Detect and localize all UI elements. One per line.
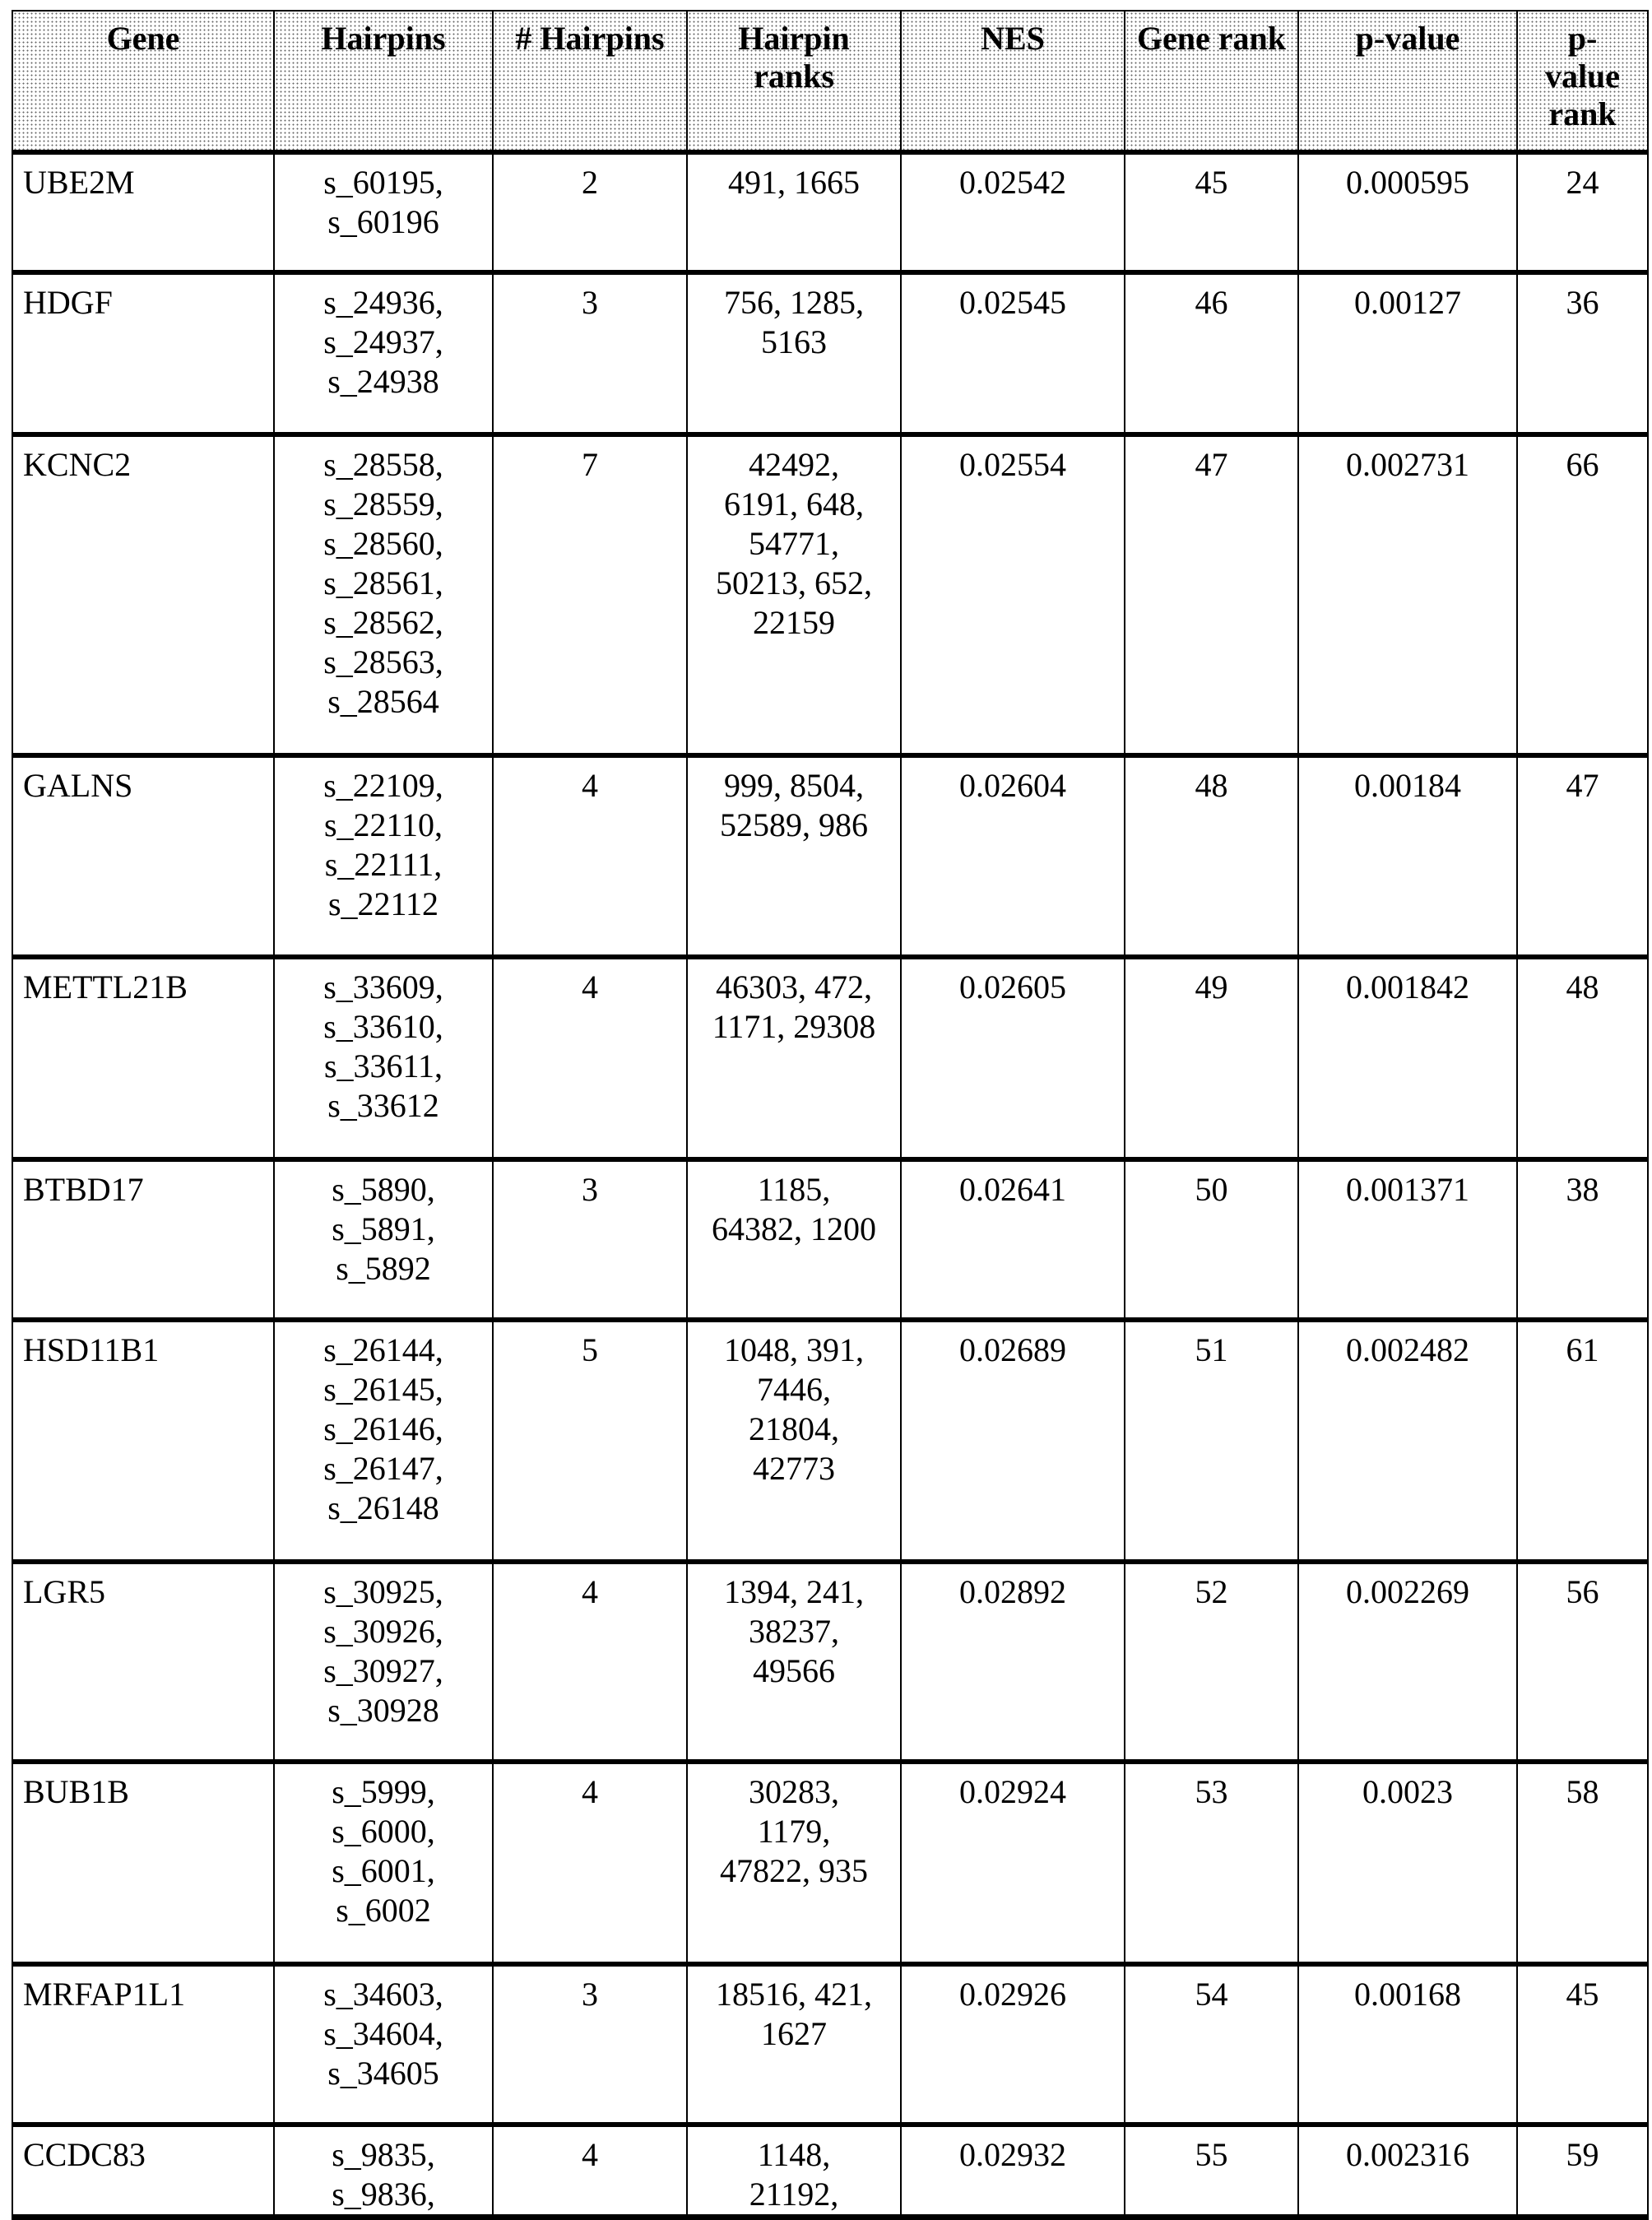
gene-rank-cell: 51 <box>1125 1320 1298 1562</box>
hairpin-ranks-cell-line: 1185, <box>694 1170 893 1210</box>
hairpin-ranks-cell <box>687 957 901 1159</box>
hairpins-cell-line: s_28563, <box>281 643 485 682</box>
hairpins-cell-line: s_5892 <box>281 1249 485 1289</box>
p-value-cell: 0.002316 <box>1298 2125 1517 2218</box>
hairpins-cell-line: s_60196 <box>281 202 485 242</box>
hairpin-count-cell: 3 <box>493 1964 687 2125</box>
p-value-cell: 0.001371 <box>1298 1159 1517 1320</box>
p-value-rank-cell: 24 <box>1517 152 1648 272</box>
gene-cell: CCDC83 <box>12 2125 274 2218</box>
hairpins-cell-line: s_33610, <box>281 1007 485 1047</box>
gene-rank-cell: 54 <box>1125 1964 1298 2125</box>
gene-cell: KCNC2 <box>12 434 274 755</box>
hairpin-count-cell: 2 <box>493 152 687 272</box>
p-value-cell: 0.002269 <box>1298 1562 1517 1762</box>
hairpins-cell-line: s_34605 <box>281 2054 485 2093</box>
hairpin-ranks-cell-line: 1171, 29308 <box>694 1007 893 1047</box>
hairpins-cell-line: s_5891, <box>281 1210 485 1249</box>
hairpins-cell <box>274 755 493 957</box>
p-value-rank-cell: 66 <box>1517 434 1648 755</box>
hairpins-cell-line: s_22111, <box>281 845 485 885</box>
gene-rank-cell: 55 <box>1125 2125 1298 2218</box>
hairpin-ranks-cell-line: 42773 <box>694 1449 893 1489</box>
nes-cell: 0.02604 <box>901 755 1125 957</box>
gene-cell: HDGF <box>12 272 274 434</box>
header-gene-rank: Gene rank <box>1125 11 1298 152</box>
hairpins-cell <box>274 1964 493 2125</box>
hairpins-cell-line: s_26145, <box>281 1370 485 1410</box>
hairpin-count-cell: 4 <box>493 1562 687 1762</box>
hairpins-cell-line: s_24937, <box>281 323 485 362</box>
nes-cell: 0.02545 <box>901 272 1125 434</box>
gene-rank-cell: 47 <box>1125 434 1298 755</box>
hairpins-cell-line: s_30925, <box>281 1572 485 1612</box>
hairpin-ranks-cell <box>687 2125 901 2218</box>
header-hairpin-ranks: Hairpin ranks <box>687 11 901 152</box>
hairpins-cell-line: s_22112 <box>281 885 485 924</box>
table-row <box>12 1159 1648 1320</box>
hairpin-ranks-cell-line: 49566 <box>694 1651 893 1691</box>
hairpins-cell <box>274 272 493 434</box>
hairpins-cell-line: s_28561, <box>281 564 485 603</box>
gene-cell: METTL21B <box>12 957 274 1159</box>
p-value-rank-cell: 56 <box>1517 1562 1648 1762</box>
hairpin-ranks-cell-line: 491, 1665 <box>694 163 893 202</box>
hairpins-cell-line: s_26147, <box>281 1449 485 1489</box>
header-p-value: p-value <box>1298 11 1517 152</box>
hairpin-ranks-cell-line: 54771, <box>694 524 893 564</box>
p-value-rank-cell: 61 <box>1517 1320 1648 1562</box>
nes-cell: 0.02926 <box>901 1964 1125 2125</box>
nes-cell: 0.02892 <box>901 1562 1125 1762</box>
hairpin-ranks-cell-line: 5163 <box>694 323 893 362</box>
p-value-cell: 0.00168 <box>1298 1964 1517 2125</box>
hairpin-ranks-cell <box>687 1964 901 2125</box>
hairpin-ranks-cell <box>687 1762 901 1964</box>
gene-cell: LGR5 <box>12 1562 274 1762</box>
p-value-cell: 0.0023 <box>1298 1762 1517 1964</box>
hairpins-cell-line: s_30928 <box>281 1691 485 1730</box>
hairpins-cell-line: s_28558, <box>281 445 485 485</box>
table-row <box>12 1320 1648 1562</box>
hairpin-count-cell: 4 <box>493 755 687 957</box>
gene-cell: BUB1B <box>12 1762 274 1964</box>
hairpins-cell-line: s_9836, <box>281 2175 485 2214</box>
table-body <box>12 152 1648 2218</box>
hairpin-ranks-cell <box>687 755 901 957</box>
gene-rank-cell: 52 <box>1125 1562 1298 1762</box>
hairpin-ranks-cell <box>687 1159 901 1320</box>
hairpin-ranks-cell-line: 21192, <box>694 2175 893 2214</box>
hairpin-ranks-cell-line: 999, 8504, <box>694 766 893 806</box>
hairpins-cell-line: s_30926, <box>281 1612 485 1651</box>
nes-cell: 0.02641 <box>901 1159 1125 1320</box>
hairpin-count-cell: 7 <box>493 434 687 755</box>
hairpins-cell-line: s_9835, <box>281 2135 485 2175</box>
header-hairpins: Hairpins <box>274 11 493 152</box>
hairpins-cell <box>274 1762 493 1964</box>
hairpin-ranks-cell-line: 1394, 241, <box>694 1572 893 1612</box>
hairpins-cell <box>274 1159 493 1320</box>
header-hairpin-count: # Hairpins <box>493 11 687 152</box>
gene-cell: MRFAP1L1 <box>12 1964 274 2125</box>
nes-cell: 0.02542 <box>901 152 1125 272</box>
hairpin-ranks-cell-line: 6191, 648, <box>694 485 893 524</box>
gene-rank-cell: 50 <box>1125 1159 1298 1320</box>
gene-cell: HSD11B1 <box>12 1320 274 1562</box>
gene-rank-cell: 49 <box>1125 957 1298 1159</box>
hairpin-ranks-cell-line: 1048, 391, <box>694 1331 893 1370</box>
table-row <box>12 957 1648 1159</box>
hairpins-cell-line: s_5890, <box>281 1170 485 1210</box>
hairpins-cell-line: s_30927, <box>281 1651 485 1691</box>
hairpins-cell-line: s_24938 <box>281 362 485 402</box>
hairpins-cell-line: s_24936, <box>281 283 485 323</box>
p-value-cell: 0.000595 <box>1298 152 1517 272</box>
hairpin-ranks-cell-line: 30283, <box>694 1772 893 1812</box>
hairpins-cell <box>274 1562 493 1762</box>
hairpin-count-cell: 4 <box>493 957 687 1159</box>
hairpins-cell <box>274 1320 493 1562</box>
hairpins-cell-line: s_33611, <box>281 1047 485 1086</box>
hairpin-ranks-cell-line: 22159 <box>694 603 893 643</box>
header-p-value-rank: p- value rank <box>1517 11 1648 152</box>
p-value-rank-cell: 58 <box>1517 1762 1648 1964</box>
hairpin-count-cell: 4 <box>493 1762 687 1964</box>
hairpins-cell-line: s_6000, <box>281 1812 485 1851</box>
header-gene: Gene <box>12 11 274 152</box>
gene-rank-cell: 48 <box>1125 755 1298 957</box>
hairpin-count-cell: 3 <box>493 1159 687 1320</box>
nes-cell: 0.02554 <box>901 434 1125 755</box>
hairpin-count-cell: 5 <box>493 1320 687 1562</box>
p-value-rank-cell: 45 <box>1517 1964 1648 2125</box>
table-row <box>12 1762 1648 1964</box>
hairpin-ranks-cell-line: 1179, <box>694 1812 893 1851</box>
hairpin-ranks-cell-line: 50213, 652, <box>694 564 893 603</box>
p-value-cell: 0.002482 <box>1298 1320 1517 1562</box>
hairpins-cell-line: s_26148 <box>281 1489 485 1528</box>
gene-cell: UBE2M <box>12 152 274 272</box>
gene-rank-cell: 45 <box>1125 152 1298 272</box>
hairpin-ranks-cell-line: 1148, <box>694 2135 893 2175</box>
p-value-cell: 0.002731 <box>1298 434 1517 755</box>
p-value-rank-cell: 48 <box>1517 957 1648 1159</box>
hairpin-ranks-cell-line: 21804, <box>694 1410 893 1449</box>
p-value-rank-cell: 47 <box>1517 755 1648 957</box>
hairpin-ranks-cell <box>687 152 901 272</box>
header-nes: NES <box>901 11 1125 152</box>
hairpins-cell-line: s_60195, <box>281 163 485 202</box>
gene-rank-cell: 53 <box>1125 1762 1298 1964</box>
hairpin-ranks-cell-line: 756, 1285, <box>694 283 893 323</box>
table-row <box>12 1562 1648 1762</box>
hairpins-cell-line: s_34603, <box>281 1975 485 2014</box>
hairpins-cell-line: s_6002 <box>281 1891 485 1930</box>
p-value-rank-cell: 36 <box>1517 272 1648 434</box>
table-row <box>12 2125 1648 2218</box>
hairpin-ranks-cell-line: 18516, 421, <box>694 1975 893 2014</box>
hairpin-count-cell: 3 <box>493 272 687 434</box>
p-value-cell: 0.001842 <box>1298 957 1517 1159</box>
hairpins-cell-line: s_6001, <box>281 1851 485 1891</box>
hairpin-ranks-cell-line: 47822, 935 <box>694 1851 893 1891</box>
hairpins-cell-line: s_34604, <box>281 2014 485 2054</box>
hairpins-cell <box>274 2125 493 2218</box>
hairpin-count-cell: 4 <box>493 2125 687 2218</box>
p-value-cell: 0.00184 <box>1298 755 1517 957</box>
hairpins-cell <box>274 152 493 272</box>
table-row <box>12 434 1648 755</box>
hairpin-ranks-cell <box>687 272 901 434</box>
hairpin-ranks-cell-line: 7446, <box>694 1370 893 1410</box>
header-row <box>12 11 1648 152</box>
gene-cell: BTBD17 <box>12 1159 274 1320</box>
nes-cell: 0.02689 <box>901 1320 1125 1562</box>
hairpins-cell-line: s_28559, <box>281 485 485 524</box>
table-row <box>12 272 1648 434</box>
gene-cell: GALNS <box>12 755 274 957</box>
hairpin-ranks-cell <box>687 1320 901 1562</box>
hairpin-ranks-cell-line: 46303, 472, <box>694 968 893 1007</box>
hairpin-ranks-cell-line: 42492, <box>694 445 893 485</box>
hairpins-cell-line: s_26144, <box>281 1331 485 1370</box>
table-row <box>12 755 1648 957</box>
hairpins-cell-line: s_22109, <box>281 766 485 806</box>
hairpins-cell <box>274 957 493 1159</box>
table-row <box>12 1964 1648 2125</box>
hairpin-ranks-cell <box>687 1562 901 1762</box>
hairpin-ranks-cell-line: 52589, 986 <box>694 806 893 845</box>
p-value-rank-cell: 59 <box>1517 2125 1648 2218</box>
hairpins-cell-line: s_28560, <box>281 524 485 564</box>
hairpins-cell-line: s_26146, <box>281 1410 485 1449</box>
nes-cell: 0.02924 <box>901 1762 1125 1964</box>
hairpin-ranks-cell-line: 1627 <box>694 2014 893 2054</box>
hairpin-ranks-cell-line: 64382, 1200 <box>694 1210 893 1249</box>
hairpins-cell-line: s_33609, <box>281 968 485 1007</box>
p-value-cell: 0.00127 <box>1298 272 1517 434</box>
hairpins-cell-line: s_28562, <box>281 603 485 643</box>
table-row <box>12 152 1648 272</box>
hairpins-cell <box>274 434 493 755</box>
hairpins-cell-line: s_28564 <box>281 682 485 722</box>
gene-results-table <box>12 10 1649 2220</box>
gene-rank-cell: 46 <box>1125 272 1298 434</box>
nes-cell: 0.02932 <box>901 2125 1125 2218</box>
p-value-rank-cell: 38 <box>1517 1159 1648 1320</box>
hairpins-cell-line: s_33612 <box>281 1086 485 1126</box>
hairpins-cell-line: s_22110, <box>281 806 485 845</box>
hairpins-cell-line: s_5999, <box>281 1772 485 1812</box>
hairpin-ranks-cell <box>687 434 901 755</box>
hairpin-ranks-cell-line: 38237, <box>694 1612 893 1651</box>
nes-cell: 0.02605 <box>901 957 1125 1159</box>
